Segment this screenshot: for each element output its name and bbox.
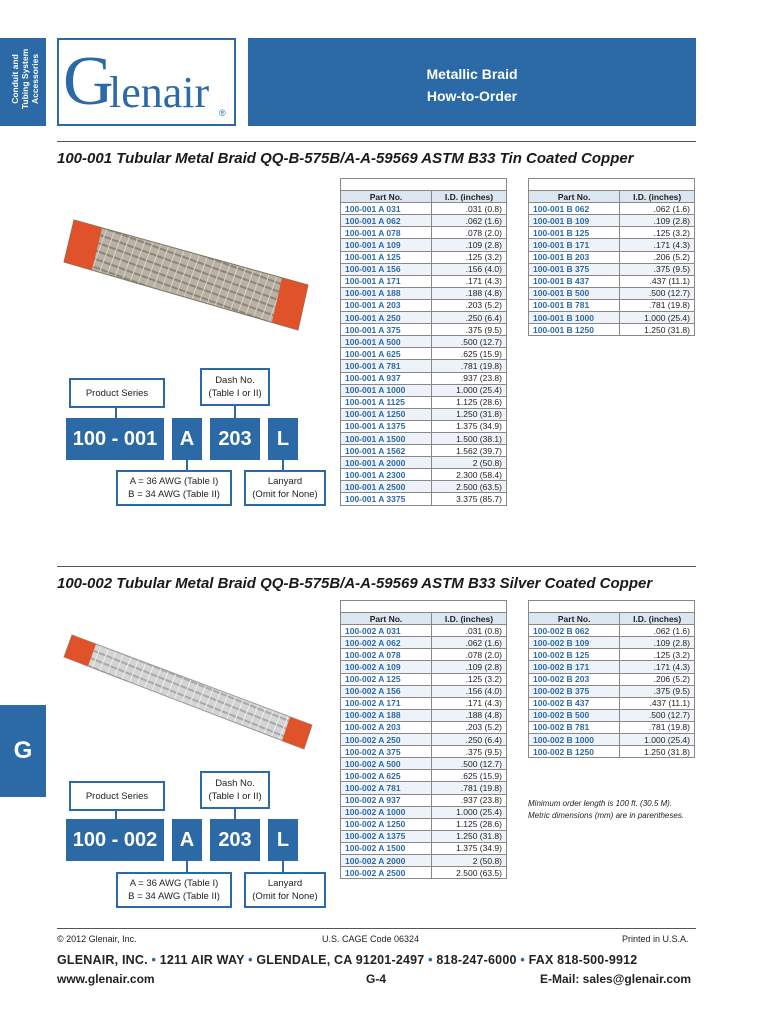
part-number: 100-001 B 1000 (529, 312, 620, 324)
company-name: GLENAIR, INC. (57, 953, 148, 967)
table-row (529, 661, 695, 673)
lanyard-code-box: L (268, 418, 298, 460)
table-row (341, 493, 507, 505)
table-row (341, 697, 507, 709)
part-number: 100-002 A 109 (341, 661, 432, 673)
company-contact-line (57, 953, 696, 967)
part-number: 100-001 B 1250 (529, 324, 620, 336)
table-row (341, 721, 507, 733)
dash-code-box: 203 (210, 418, 260, 460)
inner-diameter: 1.375 (34.9) (431, 420, 506, 432)
inner-diameter: .125 (3.2) (431, 673, 506, 685)
inner-diameter: .500 (12.7) (620, 709, 695, 721)
inner-diameter: 3.375 (85.7) (431, 493, 506, 505)
lanyard-code-box: L (268, 819, 298, 861)
table-row (529, 746, 695, 758)
table-row (341, 709, 507, 721)
separator: • (248, 953, 253, 967)
inner-diameter: .109 (2.8) (620, 637, 695, 649)
table-row (529, 263, 695, 275)
table-row (341, 794, 507, 806)
part-number: 100-002 A 188 (341, 709, 432, 721)
footer-divider (57, 928, 696, 929)
table-row (341, 360, 507, 372)
table-row (341, 867, 507, 879)
part-number: 100-001 B 437 (529, 275, 620, 287)
section-title-100-001: 100-001 Tubular Metal Braid QQ-B-575B/A-A-59569 ASTM B33 Tin Coated Copper (57, 150, 634, 167)
table-caption: Table II: 34 AWG (529, 179, 695, 191)
part-number: 100-002 B 203 (529, 673, 620, 685)
inner-diameter: .203 (5.2) (431, 299, 506, 311)
table-row (341, 842, 507, 854)
table-row (341, 637, 507, 649)
inner-diameter: 2.500 (63.5) (431, 867, 506, 879)
inner-diameter: .156 (4.0) (431, 263, 506, 275)
part-number: 100-001 A 109 (341, 239, 432, 251)
separator: • (428, 953, 433, 967)
braid-image-tin (62, 200, 317, 340)
part-number: 100-001 A 375 (341, 324, 432, 336)
table-row (529, 625, 695, 637)
table-row (529, 685, 695, 697)
table-36awg-tin (340, 178, 507, 506)
part-number: 100-002 B 125 (529, 649, 620, 661)
part-number: 100-002 A 203 (341, 721, 432, 733)
part-number: 100-001 A 2300 (341, 469, 432, 481)
table-row (529, 734, 695, 746)
table-row (341, 348, 507, 360)
table-row (529, 312, 695, 324)
inner-diameter: .125 (3.2) (431, 251, 506, 263)
inner-diameter: .437 (11.1) (620, 697, 695, 709)
part-number: 100-001 B 125 (529, 227, 620, 239)
inner-diameter: .031 (0.8) (431, 203, 506, 215)
inner-diameter: .125 (3.2) (620, 649, 695, 661)
table-row (529, 275, 695, 287)
awg-code-box: A (172, 819, 202, 861)
part-number: 100-002 B 109 (529, 637, 620, 649)
inner-diameter: .203 (5.2) (431, 721, 506, 733)
inner-diameter: .500 (12.7) (620, 287, 695, 299)
part-number: 100-001 A 062 (341, 215, 432, 227)
inner-diameter: 1.000 (25.4) (431, 384, 506, 396)
part-number: 100-002 A 156 (341, 685, 432, 697)
table-row (341, 734, 507, 746)
part-number: 100-001 A 171 (341, 275, 432, 287)
inner-diameter: 1.375 (34.9) (431, 842, 506, 854)
part-number: 100-002 B 1250 (529, 746, 620, 758)
table-row (341, 673, 507, 685)
part-number: 100-002 A 375 (341, 746, 432, 758)
awg-note-box: A = 36 AWG (Table I) B = 34 AWG (Table II) (116, 470, 232, 506)
glenair-logo (57, 38, 236, 126)
table-row (529, 637, 695, 649)
inner-diameter: .375 (9.5) (431, 324, 506, 336)
part-number: 100-002 A 171 (341, 697, 432, 709)
table-row (341, 239, 507, 251)
inner-diameter: 2 (50.8) (431, 854, 506, 866)
part-number: 100-002 A 078 (341, 649, 432, 661)
inner-diameter: 1.000 (25.4) (431, 806, 506, 818)
inner-diameter: 1.250 (31.8) (620, 746, 695, 758)
part-number: 100-002 B 062 (529, 625, 620, 637)
table-row (341, 287, 507, 299)
part-number: 100-001 A 203 (341, 299, 432, 311)
address: 1211 AIR WAY (159, 953, 245, 967)
table-row (529, 239, 695, 251)
inner-diameter: 1.000 (25.4) (620, 734, 695, 746)
part-number: 100-001 B 781 (529, 299, 620, 311)
inner-diameter: .500 (12.7) (431, 336, 506, 348)
part-number: 100-001 B 109 (529, 215, 620, 227)
part-number: 100-002 A 062 (341, 637, 432, 649)
part-number: 100-001 A 500 (341, 336, 432, 348)
part-number: 100-002 A 1000 (341, 806, 432, 818)
part-number: 100-001 A 250 (341, 312, 432, 324)
inner-diameter: 1.125 (28.6) (431, 396, 506, 408)
table-row (341, 818, 507, 830)
part-number: 100-002 A 1500 (341, 842, 432, 854)
table-row (341, 372, 507, 384)
table-row (341, 685, 507, 697)
side-tab-category (0, 38, 46, 126)
part-number: 100-002 B 171 (529, 661, 620, 673)
part-number: 100-001 A 1000 (341, 384, 432, 396)
part-number: 100-002 A 250 (341, 734, 432, 746)
part-number: 100-002 A 781 (341, 782, 432, 794)
part-number: 100-001 A 031 (341, 203, 432, 215)
table-row (341, 445, 507, 457)
phone: 818-247-6000 (436, 953, 517, 967)
inner-diameter: .500 (12.7) (431, 758, 506, 770)
inner-diameter: .078 (2.0) (431, 227, 506, 239)
inner-diameter: .171 (4.3) (431, 275, 506, 287)
table-row (341, 215, 507, 227)
city: GLENDALE, CA 91201-2497 (256, 953, 425, 967)
table-row (529, 721, 695, 733)
series-code-box: 100 - 002 (66, 819, 164, 861)
table-row (341, 432, 507, 444)
part-number: 100-001 A 937 (341, 372, 432, 384)
part-number: 100-001 A 781 (341, 360, 432, 372)
part-number: 100-002 A 500 (341, 758, 432, 770)
part-number: 100-002 A 2000 (341, 854, 432, 866)
table-caption: Table I: 36 AWG (341, 601, 507, 613)
table-caption: Table II: 34 AWG (529, 601, 695, 613)
logo-initial: G (63, 43, 114, 120)
part-number: 100-002 B 1000 (529, 734, 620, 746)
inner-diameter: 1.562 (39.7) (431, 445, 506, 457)
inner-diameter: 1.250 (31.8) (431, 408, 506, 420)
part-number: 100-002 B 781 (529, 721, 620, 733)
part-number: 100-002 A 1250 (341, 818, 432, 830)
part-number: 100-002 A 1375 (341, 830, 432, 842)
part-number: 100-001 B 203 (529, 251, 620, 263)
table-row (341, 782, 507, 794)
inner-diameter: .188 (4.8) (431, 287, 506, 299)
inner-diameter: .171 (4.3) (431, 697, 506, 709)
column-header-part-no: Part No. (341, 613, 432, 625)
part-number: 100-001 B 375 (529, 263, 620, 275)
table-row (529, 287, 695, 299)
part-number: 100-001 A 1375 (341, 420, 432, 432)
part-number: 100-001 A 1500 (341, 432, 432, 444)
inner-diameter: .250 (6.4) (431, 312, 506, 324)
inner-diameter: .062 (1.6) (620, 203, 695, 215)
inner-diameter: .250 (6.4) (431, 734, 506, 746)
inner-diameter: .375 (9.5) (620, 685, 695, 697)
inner-diameter: .206 (5.2) (620, 673, 695, 685)
table-row (341, 770, 507, 782)
table-36awg-silver (340, 600, 507, 879)
table-row (341, 263, 507, 275)
inner-diameter: .109 (2.8) (431, 239, 506, 251)
part-number: 100-001 A 188 (341, 287, 432, 299)
table-row (341, 625, 507, 637)
inner-diameter: .188 (4.8) (431, 709, 506, 721)
table-row (341, 457, 507, 469)
part-number: 100-001 B 500 (529, 287, 620, 299)
table-row (341, 312, 507, 324)
cage-code: U.S. CAGE Code 06324 (322, 934, 420, 944)
inner-diameter: .781 (19.8) (431, 360, 506, 372)
website-link[interactable]: www.glenair.com (57, 972, 155, 986)
table-row (341, 649, 507, 661)
page-number: G-4 (366, 972, 387, 986)
part-number: 100-001 A 3375 (341, 493, 432, 505)
dash-no-label: Dash No. (Table I or II) (200, 771, 270, 809)
table-row (341, 396, 507, 408)
table-row (341, 746, 507, 758)
inner-diameter: .375 (9.5) (431, 746, 506, 758)
part-number: 100-002 B 500 (529, 709, 620, 721)
part-number: 100-002 A 937 (341, 794, 432, 806)
copyright: © 2012 Glenair, Inc. (57, 934, 137, 944)
braid-image-silver (62, 625, 317, 755)
column-header-part-no: Part No. (529, 191, 620, 203)
table-row (341, 408, 507, 420)
inner-diameter: .937 (23.8) (431, 794, 506, 806)
awg-code-box: A (172, 418, 202, 460)
column-header-id: I.D. (inches) (431, 613, 506, 625)
dash-code-box: 203 (210, 819, 260, 861)
inner-diameter: .062 (1.6) (431, 637, 506, 649)
table-row (529, 215, 695, 227)
table-row (341, 661, 507, 673)
part-number: 100-001 A 1125 (341, 396, 432, 408)
part-number: 100-002 A 625 (341, 770, 432, 782)
table-row (341, 854, 507, 866)
header-title-box (248, 38, 696, 126)
lanyard-label: Lanyard (Omit for None) (244, 470, 326, 506)
table-34awg-silver (528, 600, 695, 758)
table-row (529, 251, 695, 263)
inner-diameter: 1.000 (25.4) (620, 312, 695, 324)
table-row (341, 830, 507, 842)
side-tab-letter: G (0, 705, 46, 797)
table-row (341, 203, 507, 215)
part-number: 100-001 A 625 (341, 348, 432, 360)
table-row (529, 673, 695, 685)
inner-diameter: .781 (19.8) (620, 299, 695, 311)
inner-diameter: .109 (2.8) (431, 661, 506, 673)
inner-diameter: 2.300 (58.4) (431, 469, 506, 481)
part-number: 100-001 A 2500 (341, 481, 432, 493)
inner-diameter: 2 (50.8) (431, 457, 506, 469)
table-row (341, 227, 507, 239)
section-divider (57, 566, 696, 567)
part-number: 100-001 A 1562 (341, 445, 432, 457)
table-row (341, 481, 507, 493)
inner-diameter: .781 (19.8) (431, 782, 506, 794)
inner-diameter: .062 (1.6) (620, 625, 695, 637)
table-row (529, 227, 695, 239)
table-row (529, 324, 695, 336)
table-row (529, 709, 695, 721)
table-row (529, 203, 695, 215)
inner-diameter: .375 (9.5) (620, 263, 695, 275)
inner-diameter: .937 (23.8) (431, 372, 506, 384)
part-number: 100-001 A 125 (341, 251, 432, 263)
inner-diameter: 1.125 (28.6) (431, 818, 506, 830)
inner-diameter: 1.250 (31.8) (620, 324, 695, 336)
part-number: 100-001 A 2000 (341, 457, 432, 469)
inner-diameter: .062 (1.6) (431, 215, 506, 227)
inner-diameter: 1.250 (31.8) (431, 830, 506, 842)
inner-diameter: .781 (19.8) (620, 721, 695, 733)
inner-diameter: 1.500 (38.1) (431, 432, 506, 444)
table-row (341, 251, 507, 263)
side-tab-text: Conduit and Tubing System Accessories (10, 48, 40, 110)
series-code-box: 100 - 001 (66, 418, 164, 460)
table-row (529, 299, 695, 311)
inner-diameter: .109 (2.8) (620, 215, 695, 227)
table-row (341, 336, 507, 348)
part-number: 100-001 B 171 (529, 239, 620, 251)
awg-note-box: A = 36 AWG (Table I) B = 34 AWG (Table II) (116, 872, 232, 908)
part-number: 100-001 B 062 (529, 203, 620, 215)
table-row (529, 649, 695, 661)
header-line-2: How-to-Order (426, 88, 518, 104)
inner-diameter: .171 (4.3) (620, 661, 695, 673)
table-row (341, 420, 507, 432)
part-number: 100-002 B 437 (529, 697, 620, 709)
inner-diameter: .125 (3.2) (620, 227, 695, 239)
inner-diameter: .625 (15.9) (431, 348, 506, 360)
logo-wordmark: lenair (109, 68, 210, 117)
section-title-100-002: 100-002 Tubular Metal Braid QQ-B-575B/A-A-59569 ASTM B33 Silver Coated Copper (57, 575, 653, 592)
table-row (341, 324, 507, 336)
inner-diameter: .078 (2.0) (431, 649, 506, 661)
column-header-id: I.D. (inches) (431, 191, 506, 203)
part-number: 100-002 A 125 (341, 673, 432, 685)
part-number: 100-002 A 031 (341, 625, 432, 637)
inner-diameter: 2.500 (63.5) (431, 481, 506, 493)
table-row (341, 469, 507, 481)
inner-diameter: .625 (15.9) (431, 770, 506, 782)
separator: • (151, 953, 157, 967)
part-number: 100-001 A 156 (341, 263, 432, 275)
part-number: 100-002 A 2500 (341, 867, 432, 879)
printed-in: Printed in U.S.A. (622, 934, 689, 944)
inner-diameter: .171 (4.3) (620, 239, 695, 251)
column-header-id: I.D. (inches) (620, 191, 695, 203)
table-caption: Table I: 36 AWG (341, 179, 507, 191)
table-row (529, 697, 695, 709)
table-row (341, 758, 507, 770)
product-series-label: Product Series (69, 781, 165, 811)
min-order-note: Minimum order length is 100 ft. (30.5 M). Metric dimensions (mm) are in parentheses. (528, 799, 685, 820)
table-row (341, 806, 507, 818)
part-number: 100-001 A 1250 (341, 408, 432, 420)
header-line-1: Metallic Braid (426, 66, 518, 82)
braid-body (64, 220, 308, 330)
table-34awg-tin (528, 178, 695, 336)
column-header-part-no: Part No. (341, 191, 432, 203)
logo-registered-mark: ® (219, 108, 226, 118)
table-row (341, 275, 507, 287)
inner-diameter: .156 (4.0) (431, 685, 506, 697)
inner-diameter: .031 (0.8) (431, 625, 506, 637)
section-divider (57, 141, 696, 142)
product-series-label: Product Series (69, 378, 165, 408)
table-row (341, 299, 507, 311)
dash-no-label: Dash No. (Table I or II) (200, 368, 270, 406)
email-link[interactable]: E-Mail: sales@glenair.com (540, 972, 692, 986)
table-row (341, 384, 507, 396)
part-number: 100-001 A 078 (341, 227, 432, 239)
lanyard-label: Lanyard (Omit for None) (244, 872, 326, 908)
separator: • (520, 953, 525, 967)
braid-body (64, 635, 312, 749)
column-header-id: I.D. (inches) (620, 613, 695, 625)
fax: FAX 818-500-9912 (528, 953, 638, 967)
inner-diameter: .437 (11.1) (620, 275, 695, 287)
inner-diameter: .206 (5.2) (620, 251, 695, 263)
column-header-part-no: Part No. (529, 613, 620, 625)
part-number: 100-002 B 375 (529, 685, 620, 697)
